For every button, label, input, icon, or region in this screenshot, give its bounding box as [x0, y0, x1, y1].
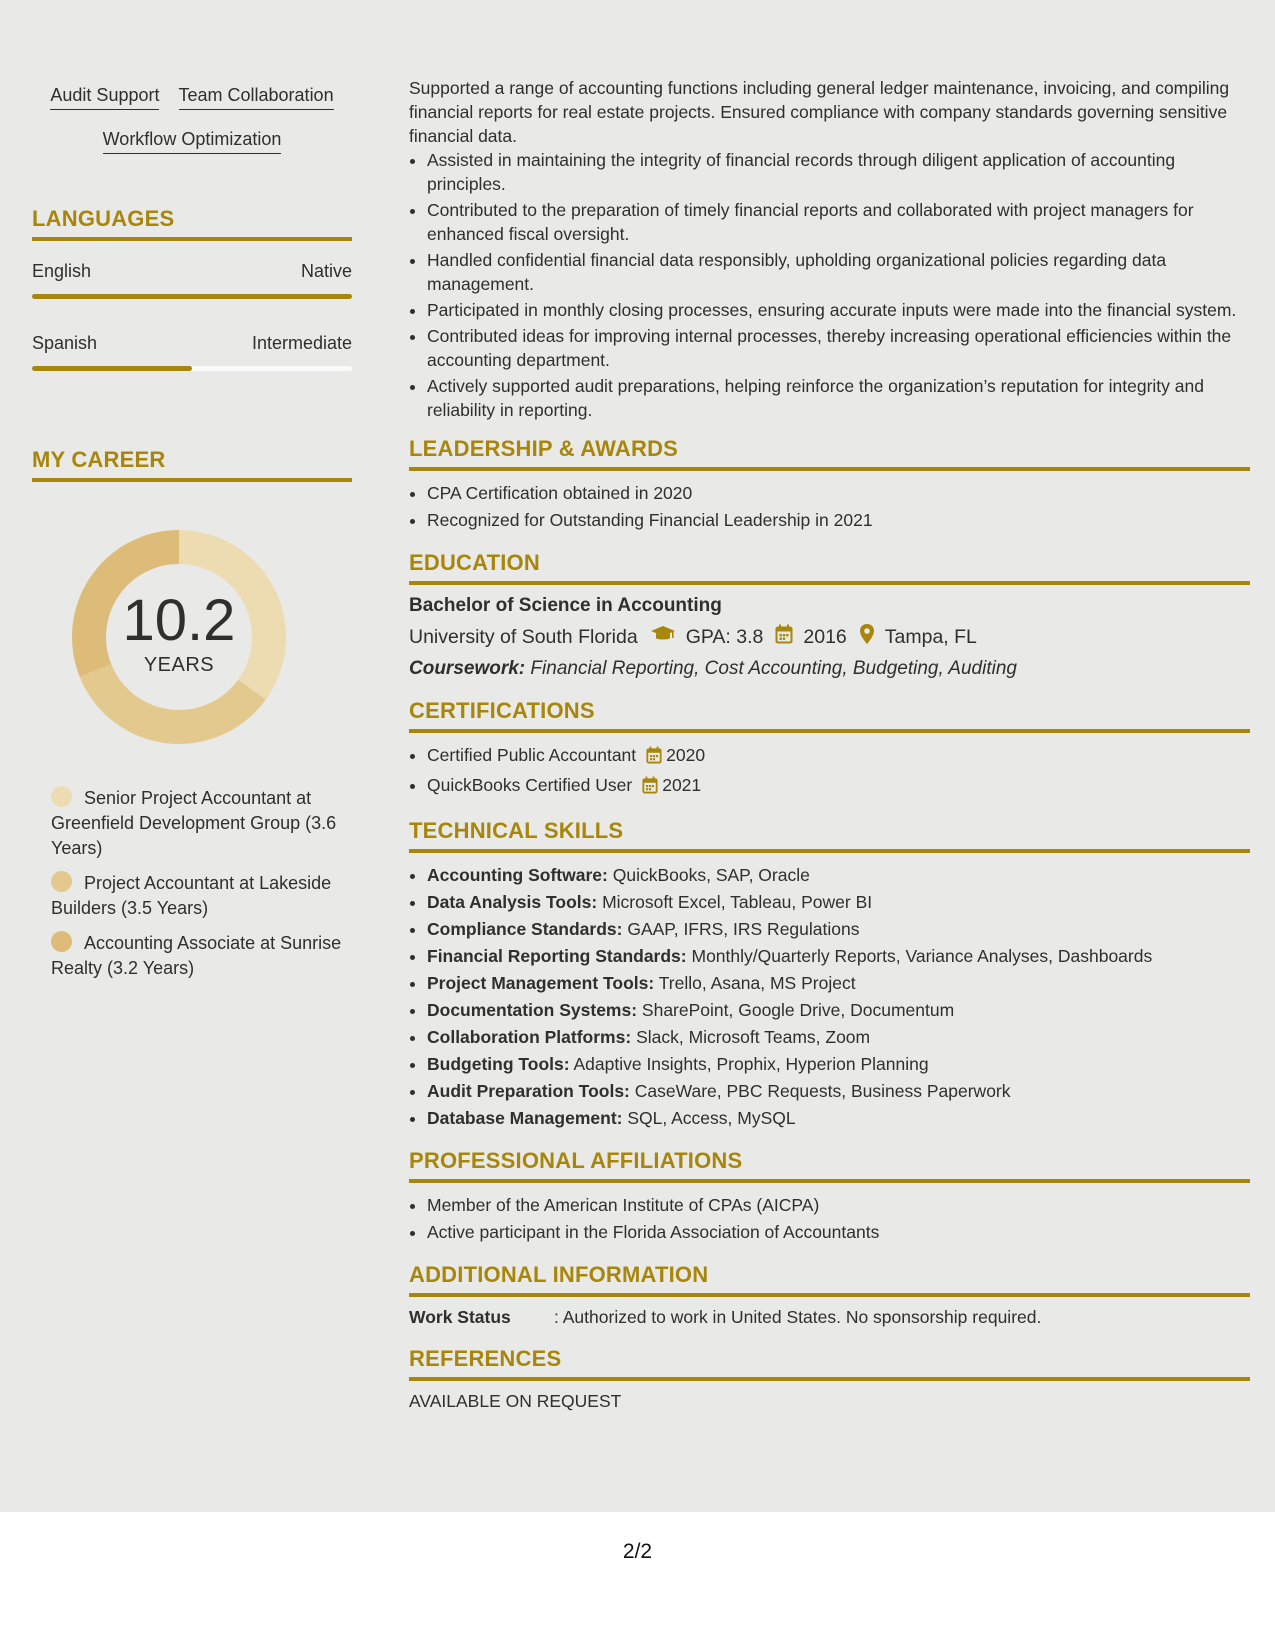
language-bar-fill — [32, 294, 352, 299]
skill-tags — [32, 76, 352, 164]
skill-item — [427, 1052, 1250, 1076]
language-name: English — [32, 261, 92, 281]
section-title: PROFESSIONAL AFFILIATIONS — [409, 1148, 1250, 1183]
legend-dot — [51, 871, 72, 892]
section-title: LEADERSHIP & AWARDS — [409, 436, 1250, 471]
skill-item — [427, 1025, 1250, 1049]
certification-year: 2021 — [662, 775, 702, 795]
career-label: Senior Project Accountant at Greenfield Development Group (3.6 Years) — [51, 788, 337, 858]
experience-bullet: • Handled confidential financial data responsibly, upholding organizational policies regarding data management. — [427, 248, 1250, 296]
leadership-section — [409, 436, 1250, 532]
work-status-row — [409, 1307, 1250, 1328]
work-status-value: : Authorized to work in United States. No sponsorship required. — [554, 1307, 1042, 1327]
skill-value: Monthly/Quarterly Reports, Variance Analyses, Dashboards — [691, 946, 1153, 966]
calendar-icon — [646, 746, 662, 770]
skill-label: Project Management Tools: — [427, 973, 655, 993]
coursework — [409, 658, 1250, 680]
career-donut — [64, 522, 294, 752]
skill-item — [427, 944, 1250, 968]
affiliations-section — [409, 1148, 1250, 1244]
references-section — [409, 1346, 1250, 1412]
leadership-item: • Recognized for Outstanding Financial Leadership in 2021 — [427, 508, 1250, 532]
experience-bullet: • Contributed to the preparation of timely financial reports and collaborated with project managers for enhanced fiscal oversight. — [427, 198, 1250, 246]
certification-item — [427, 773, 1250, 800]
experience-bullet: • Assisted in maintaining the integrity of financial records through diligent application of accounting principles. — [427, 148, 1250, 196]
certifications-section — [409, 698, 1250, 800]
language-item — [32, 333, 352, 371]
section-title: MY CAREER — [32, 447, 352, 482]
education-section — [409, 550, 1250, 680]
career-item — [51, 786, 352, 861]
career-section — [32, 447, 352, 981]
career-item — [51, 871, 352, 921]
language-bar — [32, 366, 352, 371]
affiliation-item: • Member of the American Institute of CPAs (AICPA) — [427, 1193, 1250, 1217]
career-label: Accounting Associate at Sunrise Realty (3.2 Years) — [51, 933, 342, 978]
languages-section — [32, 206, 352, 371]
language-bar — [32, 294, 352, 299]
references-text: AVAILABLE ON REQUEST — [409, 1391, 622, 1411]
section-title: CERTIFICATIONS — [409, 698, 1250, 733]
language-name: Spanish — [32, 333, 98, 353]
experience-bullet: • Actively supported audit preparations, helping reinforce the organization’s reputation for integrity and reliability in reporting. — [427, 374, 1250, 422]
graduation-cap-icon — [650, 625, 676, 649]
school-name: University of South Florida — [409, 625, 638, 648]
affiliation-item: • Active participant in the Florida Association of Accountants — [427, 1220, 1250, 1244]
skill-item — [427, 1079, 1250, 1103]
map-pin-icon — [859, 623, 875, 651]
skill-item — [427, 998, 1250, 1022]
skill-value: Trello, Asana, MS Project — [658, 973, 856, 993]
experience-bullets — [409, 148, 1250, 422]
skill-tag: Audit Support — [50, 82, 159, 110]
calendar-icon — [775, 624, 793, 650]
skill-value: Slack, Microsoft Teams, Zoom — [636, 1027, 871, 1047]
skill-label: Financial Reporting Standards: — [427, 946, 687, 966]
certification-name: Certified Public Accountant — [427, 745, 637, 765]
skill-value: GAAP, IFRS, IRS Regulations — [627, 919, 860, 939]
career-total: 10.2 — [122, 588, 236, 653]
education-details — [409, 623, 1250, 651]
section-title: ADDITIONAL INFORMATION — [409, 1262, 1250, 1297]
language-level: Native — [300, 261, 352, 281]
additional-info-section — [409, 1262, 1250, 1328]
section-title: EDUCATION — [409, 550, 1250, 585]
degree-title: Bachelor of Science in Accounting — [409, 595, 722, 616]
skills-section — [409, 818, 1250, 1130]
section-title: TECHNICAL SKILLS — [409, 818, 1250, 853]
legend-dot — [51, 786, 72, 807]
page-number: 2/2 — [622, 1540, 653, 1563]
skill-label: Database Management: — [427, 1108, 623, 1128]
skills-list — [409, 863, 1250, 1130]
skill-value: SQL, Access, MySQL — [627, 1108, 796, 1128]
experience-summary: Supported a range of accounting functions including general ledger maintenance, invoicing, and compiling financial reports for real estate projects. Ensured compliance with company standards governing sensitive financial data. — [409, 78, 1230, 146]
language-item — [32, 261, 352, 299]
experience-bullet: • Contributed ideas for improving internal processes, thereby increasing operational efficiencies within the accounting department. — [427, 324, 1250, 372]
skill-tag: Team Collaboration — [179, 82, 334, 110]
career-item — [51, 931, 352, 981]
career-unit: YEARS — [143, 654, 215, 676]
skill-value: Microsoft Excel, Tableau, Power BI — [602, 892, 873, 912]
left-column — [32, 76, 352, 991]
experience-bullet: • Participated in monthly closing processes, ensuring accurate inputs were made into the financial system. — [427, 298, 1250, 322]
legend-dot — [51, 931, 72, 952]
skill-label: Audit Preparation Tools: — [427, 1081, 630, 1101]
work-status-label: Work Status — [409, 1307, 511, 1327]
skill-value: QuickBooks, SAP, Oracle — [612, 865, 810, 885]
section-title: LANGUAGES — [32, 206, 352, 241]
certification-name: QuickBooks Certified User — [427, 775, 633, 795]
leadership-item: • CPA Certification obtained in 2020 — [427, 481, 1250, 505]
language-bar-fill — [32, 366, 192, 371]
certification-year: 2020 — [666, 745, 706, 765]
coursework-list: Financial Reporting, Cost Accounting, Budgeting, Auditing — [530, 658, 1017, 679]
coursework-label: Coursework: — [409, 658, 526, 679]
skill-value: CaseWare, PBC Requests, Business Paperwork — [634, 1081, 1011, 1101]
section-title: REFERENCES — [409, 1346, 1250, 1381]
skill-item — [427, 890, 1250, 914]
skill-item — [427, 971, 1250, 995]
skill-label: Documentation Systems: — [427, 1000, 638, 1020]
career-list — [51, 786, 352, 981]
skill-label: Budgeting Tools: — [427, 1054, 570, 1074]
skill-label: Collaboration Platforms: — [427, 1027, 632, 1047]
skill-item — [427, 1106, 1250, 1130]
right-column — [409, 76, 1250, 1412]
skill-item — [427, 863, 1250, 887]
calendar-icon — [642, 776, 658, 800]
career-label: Project Accountant at Lakeside Builders (3.5 Years) — [51, 873, 332, 918]
certification-item — [427, 743, 1250, 770]
skill-item — [427, 917, 1250, 941]
skill-tag: Workflow Optimization — [103, 126, 282, 154]
language-level: Intermediate — [251, 333, 352, 353]
skill-label: Compliance Standards: — [427, 919, 623, 939]
gpa: GPA: 3.8 — [685, 625, 764, 648]
skill-value: SharePoint, Google Drive, Documentum — [641, 1000, 955, 1020]
school-location: Tampa, FL — [884, 625, 977, 648]
skill-value: Adaptive Insights, Prophix, Hyperion Planning — [573, 1054, 929, 1074]
graduation-year: 2016 — [803, 625, 847, 648]
skill-label: Data Analysis Tools: — [427, 892, 598, 912]
skill-label: Accounting Software: — [427, 865, 608, 885]
